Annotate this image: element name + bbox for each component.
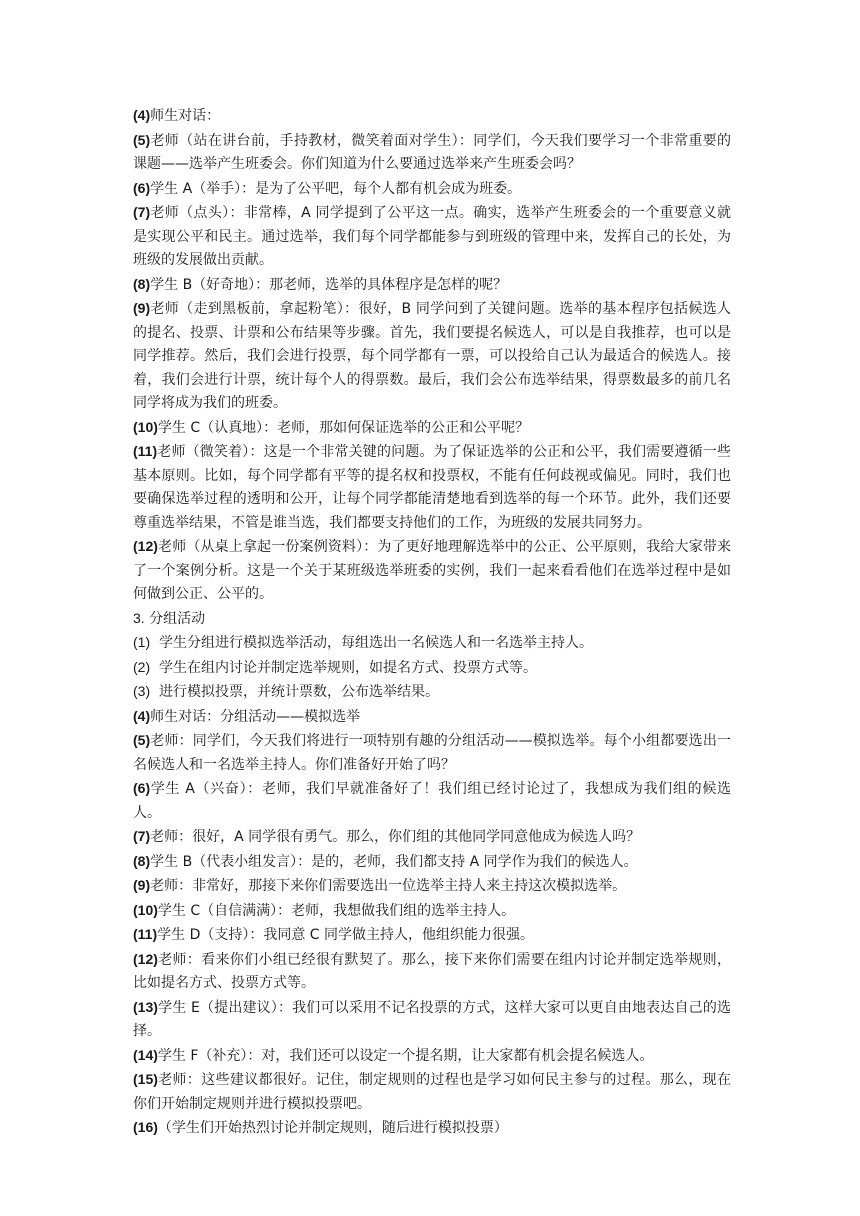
- paragraph: [133, 850, 731, 875]
- paragraph-number: (10): [133, 901, 158, 918]
- paragraph-number: (13): [133, 998, 158, 1015]
- paragraph-text: 学生 D（支持）：我同意 C 同学做主持人，他组织能力很强。: [157, 927, 535, 943]
- paragraph-number: (16): [133, 1119, 158, 1135]
- paragraph-number: (4): [133, 707, 151, 724]
- paragraph-number: (1): [133, 634, 151, 650]
- paragraph: [133, 1044, 731, 1069]
- paragraph: [133, 923, 731, 948]
- paragraph-text: （学生们开始热烈讨论并制定规则，随后进行模拟投票）: [157, 1120, 508, 1136]
- paragraph-number: (2): [133, 658, 151, 675]
- paragraph: [133, 874, 731, 899]
- paragraph-number: (3): [133, 683, 151, 699]
- paragraph-text: 学生 C（自信满满）：老师，我想做我们组的选举主持人。: [157, 902, 516, 919]
- paragraph-text: 老师（点头）：非常棒，A 同学提到了公平这一点。确实，选举产生班委会的一个重要意义就是实现公平和民主。通过选举，我们每个同学都能参与到班级的管理中来，发挥自己的长处，为班级的发展做出贡献。: [133, 205, 731, 268]
- paragraph-text: 学生 A（兴奋）：老师，我们早就准备好了！我们组已经讨论过了，我想成为我们组的候选人。: [133, 781, 731, 821]
- paragraph-text: 分组活动: [144, 610, 206, 627]
- paragraph-text: 师生对话：: [150, 108, 221, 124]
- paragraph-text: 师生对话：分组活动——模拟选举: [150, 708, 361, 725]
- paragraph-text: 学生 B（好奇地）：那老师，选举的具体程序是怎样的呢？: [150, 276, 508, 293]
- paragraph-number: (10): [133, 418, 158, 435]
- paragraph: [133, 705, 731, 730]
- paragraph-text: 老师（走到黑板前，拿起粉笔）：很好，B 同学问到了关键问题。选举的基本程序包括候选人的提名、投票、计票和公布结果等步骤。首先，我们要提名候选人，可以是自我推荐，也可以是同学推荐。然后，我们会进行投票，每个同学都有一票，可以投给自己认为最适合的候选人。接着，我们会进行计票，统计每个人的得票数。最后，我们会公布选举结果，得票数最多的前几名同学将成为我们的班委。: [133, 301, 731, 411]
- paragraph-number: (5): [133, 732, 151, 748]
- paragraph-number: (11): [133, 443, 158, 459]
- paragraph: [133, 948, 731, 996]
- paragraph-text: 老师：看来你们小组已经很有默契了。那么，接下来你们需要在组内讨论并制定选举规则，比如提名方式、投票方式等。: [133, 951, 731, 991]
- paragraph: [133, 729, 731, 777]
- paragraph: [133, 201, 731, 273]
- paragraph-text: 学生 A（举手）：是为了公平吧，每个人都有机会成为班委。: [150, 180, 522, 197]
- paragraph: [133, 1068, 731, 1116]
- paragraph-text: 老师（从桌上拿起一份案例资料）：为了更好地理解选举中的公正、公平原则，我给大家带来了一个案例分析。这是一个关于某班级选举班委的实例，我们一起来看看他们在选举过程中是如何做到公正、公平的。: [133, 539, 731, 602]
- paragraph: [133, 825, 731, 850]
- paragraph: [133, 416, 731, 441]
- paragraph: [133, 535, 731, 607]
- paragraph-number: (5): [133, 131, 151, 148]
- paragraph-text: 老师（站在讲台前，手持教材，微笑着面对学生）：同学们，今天我们要学习一个非常重要的课题——选举产生班委会。你们知道为什么要通过选举来产生班委会吗？: [133, 132, 731, 172]
- paragraph-text: 老师：这些建议都很好。记住，制定规则的过程也是学习如何民主参与的过程。那么，现在你们开始制定规则并进行模拟投票吧。: [133, 1072, 731, 1112]
- paragraph: [133, 1116, 731, 1141]
- paragraph-text: 老师：非常好，那接下来你们需要选出一位选举主持人来主持这次模拟选举。: [150, 878, 627, 894]
- paragraph-number: (7): [133, 828, 151, 844]
- paragraph: [133, 104, 731, 129]
- paragraph-number: 3.: [133, 609, 145, 626]
- paragraph: [133, 899, 731, 924]
- paragraph-number: (15): [133, 1071, 158, 1087]
- paragraph-text: 学生 C（认真地）：老师，那如何保证选举的公正和公平呢？: [157, 419, 530, 436]
- paragraph: [133, 631, 731, 656]
- paragraph-number: (8): [133, 275, 151, 292]
- paragraph: [133, 297, 731, 416]
- paragraph-number: (7): [133, 204, 151, 220]
- paragraph: [133, 680, 731, 705]
- paragraph-number: (11): [133, 926, 158, 942]
- paragraph-text: 老师（微笑着）：这是一个非常关键的问题。为了保证选举的公正和公平，我们需要遵循一些基本原则。比如，每个同学都有平等的提名权和投票权，不能有任何歧视或偏见。同时，我们也要确保选举过程的透明和公开，让每个同学都能清楚地看到选举的每一个环节。此外，我们还要尊重选举结果，不管是谁当选，我们都要支持他们的工作，为班级的发展共同努力。: [133, 444, 731, 531]
- paragraph: [133, 777, 731, 825]
- paragraph: [133, 440, 731, 535]
- paragraph-text: 学生分组进行模拟选举活动，每组选出一名候选人和一名选举主持人。: [150, 635, 594, 651]
- paragraph: [133, 607, 731, 632]
- paragraph-number: (12): [133, 950, 158, 967]
- paragraph-text: 学生 F（补充）：对，我们还可以设定一个提名期，让大家都有机会提名候选人。: [157, 1047, 654, 1064]
- document-body: [133, 104, 731, 1141]
- paragraph-text: 学生在组内讨论并制定选举规则，如提名方式、投票方式等。: [150, 659, 538, 676]
- paragraph-text: 老师：同学们，今天我们将进行一项特别有趣的分组活动——模拟选举。每个小组都要选出一名候选人和一名选举主持人。你们准备好开始了吗？: [133, 733, 731, 773]
- paragraph: [133, 996, 731, 1044]
- paragraph: [133, 656, 731, 681]
- paragraph-number: (12): [133, 538, 158, 554]
- paragraph-number: (9): [133, 300, 151, 316]
- paragraph-text: 老师：很好，A 同学很有勇气。那么，你们组的其他同学同意他成为候选人吗？: [150, 829, 641, 845]
- paragraph-number: (6): [133, 179, 151, 196]
- paragraph: [133, 273, 731, 298]
- paragraph-number: (8): [133, 852, 151, 869]
- paragraph-text: 学生 B（代表小组发言）：是的，老师，我们都支持 A 同学作为我们的候选人。: [150, 853, 638, 870]
- paragraph-number: (9): [133, 877, 151, 893]
- paragraph-number: (14): [133, 1046, 158, 1063]
- paragraph-number: (4): [133, 107, 151, 123]
- paragraph: [133, 177, 731, 202]
- paragraph-number: (6): [133, 780, 151, 796]
- paragraph: [133, 129, 731, 177]
- paragraph-text: 学生 E（提出建议）：我们可以采用不记名投票的方式，这样大家可以更自由地表达自己的选择。: [133, 999, 731, 1039]
- paragraph-text: 进行模拟投票，并统计票数，公布选举结果。: [150, 684, 440, 700]
